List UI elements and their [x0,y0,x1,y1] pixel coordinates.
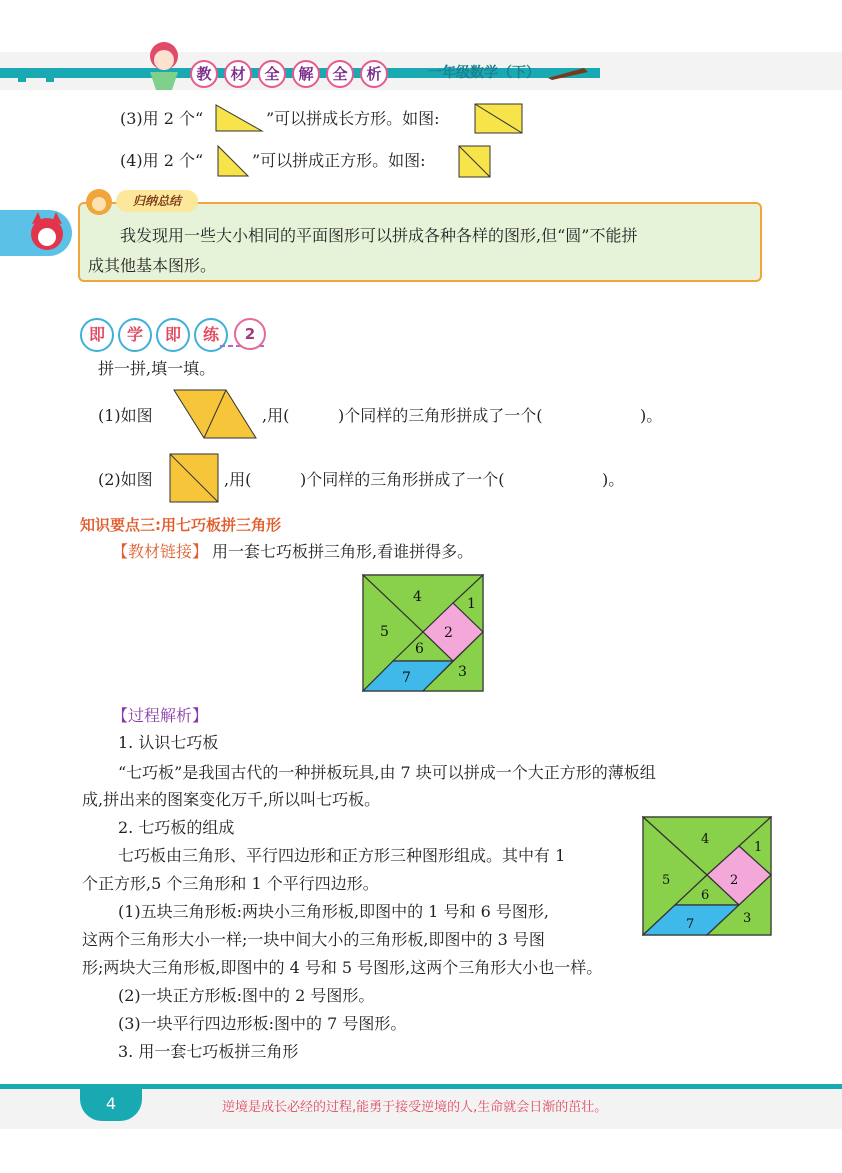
q1-part-d: )。 [640,406,663,425]
tangram-figure-small [642,816,772,936]
page-number: 4 [80,1089,142,1121]
line-3-suffix: ”可以拼成长方形。如图: [266,109,440,128]
practice-title-char: 练 [194,318,228,352]
tangram-small-label-1: 1 [754,840,763,855]
step-2-heading: 2. 七巧板的组成 [118,818,235,837]
paragraph-2b: 个正方形,5 个三角形和 1 个平行四边形。 [82,874,379,893]
tangram-small-label-3: 3 [743,911,752,926]
right-triangle-shape [214,103,264,133]
summary-text-line1: 我发现用一些大小相同的平面图形可以拼成各种各样的图形,但“圆”不能拼 [120,226,638,245]
q2-part-d: )。 [602,470,625,489]
header-title-char: 材 [224,60,252,88]
monkey-mascot-icon [82,186,116,218]
practice-title [80,318,228,352]
girl-mascot-icon [138,38,188,94]
knowledge-heading: 知识要点三:用七巧板拼三角形 [80,516,281,534]
q2-prefix: (2)如图 [98,470,153,489]
paragraph-3b: 这两个三角形大小一样;一块中间大小的三角形板,即图中的 3 号图 [82,930,545,949]
practice-title-char: 即 [80,318,114,352]
tangram-label-7: 7 [402,670,411,686]
tangram-small-label-6: 6 [701,888,710,903]
header-checker-decoration [0,64,140,84]
paragraph-5: (3)一块平行四边形板:图中的 7 号图形。 [118,1014,407,1033]
header-title-char: 解 [292,60,320,88]
step-3-heading: 3. 用一套七巧板拼三角形 [118,1042,299,1061]
rectangle-from-triangles-figure [474,103,524,135]
square-from-triangles-figure [458,145,492,179]
tangram-label-5: 5 [380,624,389,640]
fox-mascot-icon [26,210,68,254]
parallelogram-figure [170,388,260,442]
paragraph-1a: “七巧板”是我国古代的一种拼板玩具,由 7 块可以拼成一个大正方形的薄板组 [118,763,656,782]
tangram-label-2: 2 [444,625,453,641]
paragraph-2a: 七巧板由三角形、平行四边形和正方形三种图形组成。其中有 1 [118,846,566,865]
q1-part-b: ,用( [262,406,290,425]
tangram-figure-large [362,574,484,692]
step-1-heading: 1. 认识七巧板 [118,733,219,752]
line-3-prefix: (3)用 2 个“ [120,109,204,128]
q1-part-c: )个同样的三角形拼成了一个( [338,406,543,425]
tangram-label-1: 1 [467,596,476,612]
summary-label: 归纳总结 [116,190,198,212]
header-title-char: 全 [326,60,354,88]
footer-motto: 逆境是成长必经的过程,能勇于接受逆境的人,生命就会日渐的茁壮。 [222,1100,608,1115]
q1-prefix: (1)如图 [98,406,153,425]
practice-title-char: 学 [118,318,152,352]
practice-title-char: 即 [156,318,190,352]
tangram-small-label-2: 2 [730,873,739,888]
header-title-char: 教 [190,60,218,88]
q2-part-b: ,用( [224,470,252,489]
practice-instruction: 拼一拼,填一填。 [98,359,216,378]
tangram-label-3: 3 [458,664,467,680]
header-title-char: 析 [360,60,388,88]
subject-label: 一年级数学（下） [428,65,540,81]
textbook-link-label: 【教材链接】 [112,542,209,561]
isosceles-right-triangle-shape [216,144,250,178]
summary-text-line2: 成其他基本图形。 [88,256,217,275]
paragraph-1b: 成,拼出来的图案变化万千,所以叫七巧板。 [82,790,381,809]
tangram-label-6: 6 [415,641,424,657]
tangram-small-label-5: 5 [662,873,671,888]
line-4-prefix: (4)用 2 个“ [120,151,204,170]
q2-part-c: )个同样的三角形拼成了一个( [300,470,505,489]
header-title [190,60,388,88]
tangram-small-label-7: 7 [686,917,695,932]
practice-number-badge: 2 [234,318,266,350]
tangram-label-4: 4 [413,589,422,605]
header-title-char: 全 [258,60,286,88]
paragraph-3c: 形;两块大三角形板,即图中的 4 号和 5 号图形,这两个三角形大小也一样。 [82,958,603,977]
paragraph-4: (2)一块正方形板:图中的 2 号图形。 [118,986,375,1005]
square-figure [168,452,222,504]
tangram-small-label-4: 4 [701,832,710,847]
line-4-suffix: ”可以拼成正方形。如图: [252,151,426,170]
analysis-label: 【过程解析】 [112,706,209,725]
pencil-icon [548,66,592,80]
paragraph-3a: (1)五块三角形板:两块小三角形板,即图中的 1 号和 6 号图形, [118,902,549,921]
textbook-link-text: 用一套七巧板拼三角形,看谁拼得多。 [212,542,474,561]
